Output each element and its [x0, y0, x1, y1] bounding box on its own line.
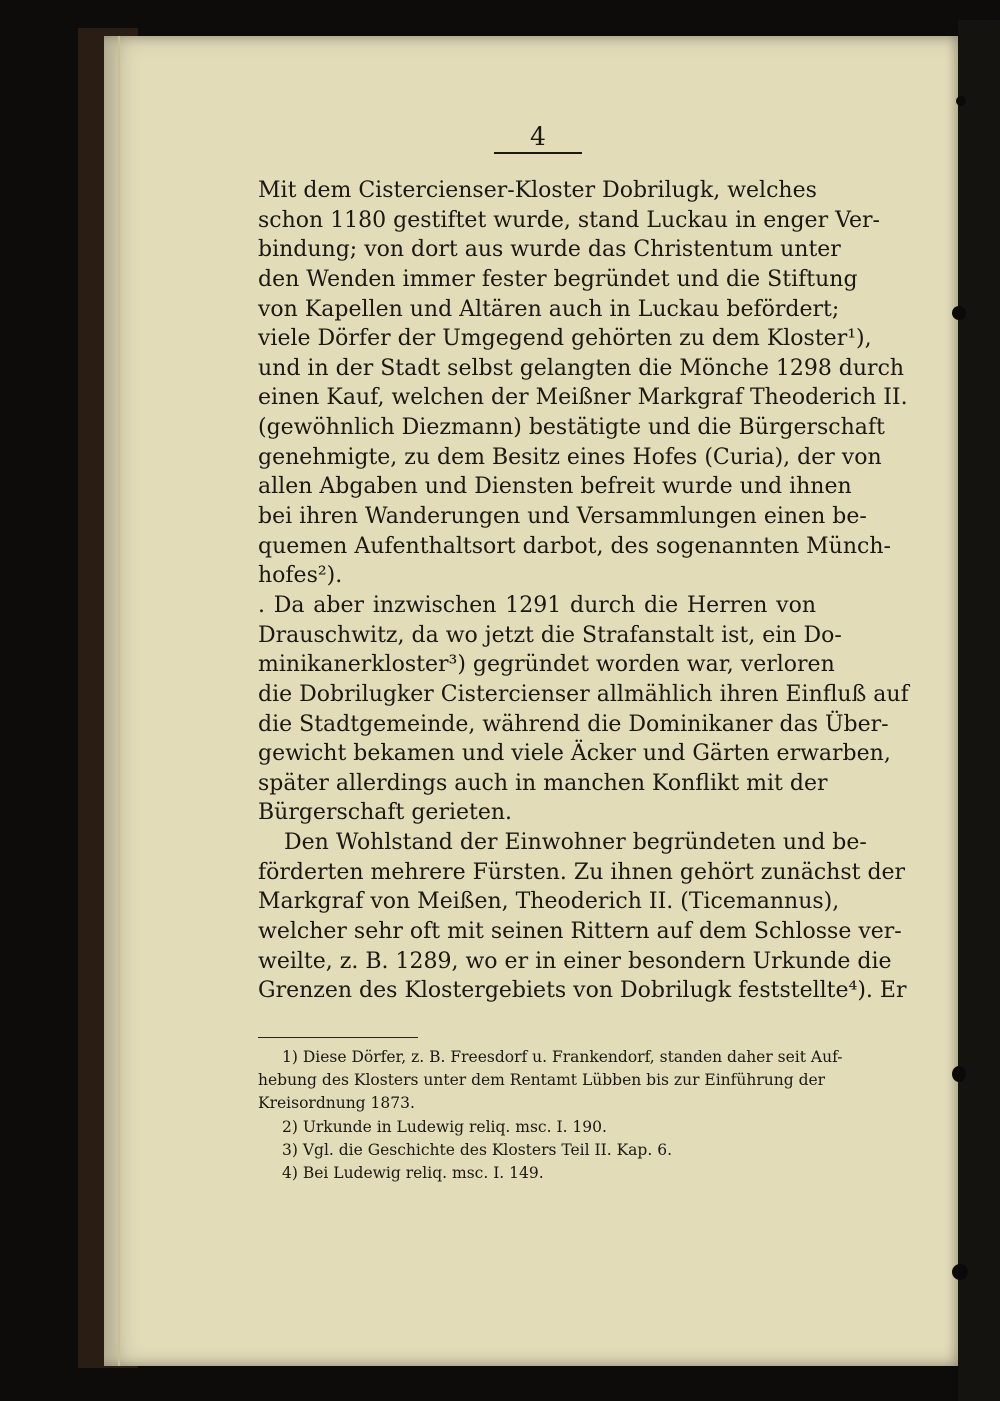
text-line: und in der Stadt selbst gelangten die Mönche 1298 durch — [258, 355, 905, 381]
text-line: Grenzen des Klostergebiets von Dobrilugk feststellte⁴). Er — [258, 978, 907, 1004]
text-line: Markgraf von Meißen, Theoderich II. (Ticemannus), — [258, 889, 840, 915]
text-line: Bürgerschaft gerieten. — [258, 800, 513, 826]
text-line: bindung; von dort aus wurde das Christentum unter — [258, 237, 841, 263]
text-line: weilte, z. B. 1289, wo er in einer besondern Urkunde die — [258, 948, 892, 974]
text-line: von Kapellen und Altären auch in Luckau befördert; — [258, 296, 840, 322]
page-number: 4 — [530, 122, 546, 151]
footnotes — [258, 1046, 843, 1185]
text-line: (gewöhnlich Diezmann) bestätigte und die Bürgerschaft — [258, 415, 885, 441]
text-line: allen Abgaben und Diensten befreit wurde und ihnen — [258, 474, 852, 500]
text-line: den Wenden immer fester begründet und die Stiftung — [258, 266, 858, 292]
text-line: später allerdings auch in manchen Konflikt mit der — [258, 770, 828, 796]
text-line: minikanerkloster³) gegründet worden war, verloren — [258, 652, 835, 678]
footnote-line: Kreisordnung 1873. — [258, 1094, 415, 1113]
binding-hole-mark — [956, 96, 966, 106]
text-line: Den Wohlstand der Einwohner begründeten und be- — [284, 830, 867, 856]
text-line: hofes²). — [258, 563, 343, 589]
binding-hole-mark — [952, 1264, 968, 1280]
text-line: quemen Aufenthaltsort darbot, des sogenannten Münch- — [258, 533, 891, 559]
page-number-rule — [494, 152, 582, 154]
text-line: . Da aber inzwischen 1291 durch die Herren von — [258, 592, 816, 618]
text-line: Mit dem Cistercienser-Kloster Dobrilugk, welches — [258, 178, 817, 203]
footnote-line: 4) Bei Ludewig reliq. msc. I. 149. — [282, 1164, 544, 1183]
text-line: einen Kauf, welchen der Meißner Markgraf Theoderich II. — [258, 385, 908, 411]
footnote-line: 3) Vgl. die Geschichte des Klosters Teil II. Kap. 6. — [282, 1140, 672, 1159]
text-line: gewicht bekamen und viele Äcker und Gärten erwarben, — [258, 741, 891, 767]
book-cover-right — [958, 20, 1000, 1401]
footnote-line: 2) Urkunde in Ludewig reliq. msc. I. 190. — [282, 1117, 607, 1136]
text-line: Drauschwitz, da wo jetzt die Strafanstalt ist, ein Do- — [258, 622, 842, 648]
footnote-line: hebung des Klosters unter dem Rentamt Lübben bis zur Einführung der — [258, 1071, 826, 1090]
page-gutter-edge — [118, 36, 120, 1366]
text-line: welcher sehr oft mit seinen Rittern auf dem Schlosse ver- — [258, 919, 902, 945]
binding-hole-mark — [952, 306, 966, 320]
footnote-line: 1) Diese Dörfer, z. B. Freesdorf u. Frankendorf, standen daher seit Auf- — [282, 1048, 843, 1066]
text-line: die Stadtgemeinde, während die Dominikaner das Über- — [258, 711, 889, 737]
text-line: schon 1180 gestiftet wurde, stand Luckau in enger Ver- — [258, 207, 880, 233]
text-line: förderten mehrere Fürsten. Zu ihnen gehört zunächst der — [258, 859, 906, 885]
binding-hole-mark — [952, 1066, 966, 1082]
body-text — [258, 176, 909, 1006]
text-line: viele Dörfer der Umgegend gehörten zu dem Kloster¹), — [258, 326, 872, 352]
text-line: die Dobrilugker Cistercienser allmählich ihren Einfluß auf — [258, 681, 909, 707]
footnote-rule — [258, 1037, 418, 1038]
text-line: genehmigte, zu dem Besitz eines Hofes (Curia), der von — [258, 444, 882, 470]
text-line: bei ihren Wanderungen und Versammlungen einen be- — [258, 504, 867, 530]
